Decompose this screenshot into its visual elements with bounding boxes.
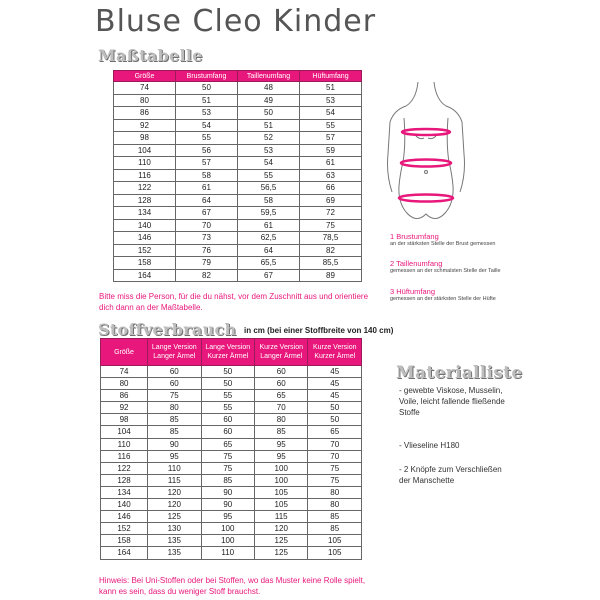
fabric-table-header: Lange Version Langer Ärmel (148, 339, 201, 366)
fabric-table-header: Größe (101, 339, 148, 366)
table-row (114, 232, 362, 245)
table-cell: 75 (300, 219, 362, 232)
table-cell: 146 (114, 232, 176, 245)
table-cell: 125 (255, 535, 308, 547)
table-cell: 55 (176, 132, 238, 145)
table-cell: 53 (176, 107, 238, 120)
table-cell: 115 (148, 474, 201, 486)
fabric-usage-table (100, 338, 362, 560)
table-cell: 50 (176, 82, 238, 95)
table-cell: 85 (308, 523, 362, 535)
table-cell: 80 (148, 402, 201, 414)
table-cell: 128 (114, 194, 176, 207)
table-cell: 58 (176, 169, 238, 182)
table-cell: 59,5 (238, 207, 300, 220)
table-cell: 86 (101, 390, 148, 402)
legend-waist-desc: gemessen an der schmalsten Stelle der Taille (390, 268, 501, 274)
table-cell: 105 (255, 499, 308, 511)
legend-waist-title: 2 Taillenumfang (390, 259, 443, 268)
fabric-table-header: Lange Version Kurzer Ärmel (201, 339, 254, 366)
table-cell: 60 (201, 414, 254, 426)
size-table-header-row (114, 71, 362, 82)
table-cell: 120 (148, 486, 201, 498)
table-cell: 80 (255, 414, 308, 426)
table-cell: 50 (201, 378, 254, 390)
table-cell: 105 (308, 547, 362, 559)
materials-heading: Materialliste (396, 363, 523, 383)
table-cell: 50 (238, 107, 300, 120)
page-title: Bluse Cleo Kinder (95, 4, 377, 39)
table-cell: 104 (101, 426, 148, 438)
table-cell: 50 (308, 402, 362, 414)
table-cell: 90 (201, 486, 254, 498)
material-item: - gewebte Viskose, Musselin, Voile, leicht fallende fließende Stoffe (399, 386, 505, 417)
table-row (101, 366, 362, 378)
table-cell: 89 (300, 269, 362, 282)
table-cell: 53 (238, 144, 300, 157)
table-cell: 48 (238, 82, 300, 95)
table-cell: 85 (308, 511, 362, 523)
table-cell: 92 (114, 119, 176, 132)
table-cell: 122 (114, 182, 176, 195)
table-cell: 80 (308, 486, 362, 498)
table-cell: 65,5 (238, 257, 300, 270)
table-cell: 79 (176, 257, 238, 270)
table-cell: 115 (255, 511, 308, 523)
table-cell: 116 (101, 450, 148, 462)
table-cell: 76 (176, 244, 238, 257)
table-cell: 74 (114, 82, 176, 95)
table-cell: 86 (114, 107, 176, 120)
table-row (114, 169, 362, 182)
table-row (101, 486, 362, 498)
table-cell: 95 (255, 450, 308, 462)
table-cell: 158 (101, 535, 148, 547)
table-cell: 60 (148, 378, 201, 390)
table-row (114, 144, 362, 157)
table-cell: 70 (255, 402, 308, 414)
table-cell: 49 (238, 94, 300, 107)
table-row (101, 390, 362, 402)
table-cell: 61 (238, 219, 300, 232)
table-cell: 64 (238, 244, 300, 257)
waist-line (401, 160, 451, 167)
bust-line (402, 129, 450, 135)
body-figure-svg (376, 74, 476, 234)
table-cell: 45 (308, 378, 362, 390)
table-cell: 75 (148, 390, 201, 402)
fabric-hint-note: Hinweis: Bei Uni-Stoffen oder bei Stoffen, wo das Muster keine Rolle spielt, kann es sein, dass du weniger Stoff brauchst. (99, 576, 366, 596)
table-row (114, 94, 362, 107)
table-cell: 80 (114, 94, 176, 107)
material-item: - 2 Knöpfe zum Verschließen der Manschette (399, 465, 502, 485)
table-cell: 85 (255, 426, 308, 438)
table-cell: 45 (308, 390, 362, 402)
fabric-usage-heading: Stoffverbrauch (98, 320, 237, 339)
table-cell: 85 (201, 474, 254, 486)
table-cell: 60 (255, 378, 308, 390)
table-cell: 134 (114, 207, 176, 220)
table-cell: 90 (148, 438, 201, 450)
table-row (101, 535, 362, 547)
table-cell: 128 (101, 474, 148, 486)
table-row (101, 450, 362, 462)
table-row (114, 82, 362, 95)
table-cell: 95 (148, 450, 201, 462)
table-cell: 59 (300, 144, 362, 157)
size-table-header: Hüftumfang (300, 71, 362, 82)
table-cell: 55 (300, 119, 362, 132)
size-table-heading: Maßtabelle (98, 46, 203, 65)
table-row (101, 511, 362, 523)
table-cell: 55 (201, 402, 254, 414)
table-cell: 55 (201, 390, 254, 402)
table-cell: 64 (176, 194, 238, 207)
size-table (113, 70, 362, 282)
table-cell: 75 (308, 474, 362, 486)
table-cell: 53 (300, 94, 362, 107)
table-cell: 158 (114, 257, 176, 270)
material-item: - Vlieseline H180 (399, 441, 460, 450)
size-table-header: Taillenumfang (238, 71, 300, 82)
table-cell: 62,5 (238, 232, 300, 245)
table-cell: 70 (308, 450, 362, 462)
table-cell: 60 (255, 366, 308, 378)
table-cell: 78,5 (300, 232, 362, 245)
fabric-usage-subheading: in cm (bei einer Stoffbreite von 140 cm) (244, 326, 394, 335)
table-cell: 110 (148, 462, 201, 474)
legend-hip-desc: gemessen an der stärksten Stelle der Hüfte (390, 296, 496, 302)
fabric-table-header-row (101, 339, 362, 366)
table-row (101, 402, 362, 414)
legend-waist (390, 259, 510, 275)
table-cell: 70 (176, 219, 238, 232)
table-cell: 164 (101, 547, 148, 559)
table-cell: 85,5 (300, 257, 362, 270)
table-cell: 57 (300, 132, 362, 145)
table-cell: 135 (148, 547, 201, 559)
measurement-note: Bitte miss die Person, für die du nähst, vor dem Zuschnitt aus und orientiere dich dann an der Maßtabelle. (99, 292, 369, 312)
table-cell: 125 (255, 547, 308, 559)
table-cell: 100 (255, 462, 308, 474)
hip-line (399, 195, 453, 202)
table-cell: 45 (308, 366, 362, 378)
table-cell: 51 (176, 94, 238, 107)
table-cell: 66 (300, 182, 362, 195)
body-figure-illustration (376, 74, 476, 234)
table-row (101, 547, 362, 559)
table-row (114, 107, 362, 120)
table-cell: 65 (201, 438, 254, 450)
table-cell: 82 (176, 269, 238, 282)
table-row (114, 244, 362, 257)
table-cell: 60 (201, 426, 254, 438)
table-cell: 50 (308, 414, 362, 426)
table-row (101, 462, 362, 474)
table-cell: 75 (201, 450, 254, 462)
table-cell: 80 (308, 499, 362, 511)
table-row (114, 219, 362, 232)
legend-hip (390, 287, 510, 303)
table-cell: 130 (148, 523, 201, 535)
table-cell: 69 (300, 194, 362, 207)
table-cell: 95 (255, 438, 308, 450)
size-table-header: Brustumfang (176, 71, 238, 82)
fabric-table-header: Kurze Version Kurzer Ärmel (308, 339, 362, 366)
table-row (114, 182, 362, 195)
table-cell: 98 (114, 132, 176, 145)
table-cell: 135 (148, 535, 201, 547)
table-row (114, 257, 362, 270)
table-cell: 50 (201, 366, 254, 378)
table-row (101, 378, 362, 390)
table-cell: 82 (300, 244, 362, 257)
legend-hip-title: 3 Hüftumfang (390, 287, 436, 296)
table-cell: 67 (238, 269, 300, 282)
table-cell: 75 (201, 462, 254, 474)
table-cell: 65 (255, 390, 308, 402)
table-cell: 110 (201, 547, 254, 559)
table-cell: 100 (201, 523, 254, 535)
table-cell: 56 (176, 144, 238, 157)
table-cell: 61 (300, 157, 362, 170)
table-cell: 52 (238, 132, 300, 145)
table-cell: 54 (300, 107, 362, 120)
table-cell: 56,5 (238, 182, 300, 195)
fabric-table-header: Kurze Version Langer Ärmel (255, 339, 308, 366)
table-row (114, 269, 362, 282)
table-cell: 120 (148, 499, 201, 511)
table-cell: 164 (114, 269, 176, 282)
table-cell: 58 (238, 194, 300, 207)
table-cell: 60 (148, 366, 201, 378)
table-cell: 54 (176, 119, 238, 132)
table-cell: 98 (101, 414, 148, 426)
table-row (114, 194, 362, 207)
legend-bust-title: 1 Brustumfang (390, 232, 439, 241)
table-row (101, 438, 362, 450)
table-cell: 57 (176, 157, 238, 170)
table-cell: 122 (101, 462, 148, 474)
table-cell: 110 (114, 157, 176, 170)
table-cell: 105 (308, 535, 362, 547)
table-cell: 140 (101, 499, 148, 511)
table-cell: 100 (255, 474, 308, 486)
table-cell: 90 (201, 499, 254, 511)
table-cell: 70 (308, 438, 362, 450)
table-row (114, 119, 362, 132)
table-cell: 80 (101, 378, 148, 390)
legend-bust-desc: an der stärksten Stelle der Brust gemessen (390, 241, 496, 247)
table-cell: 152 (114, 244, 176, 257)
table-cell: 65 (308, 426, 362, 438)
table-cell: 63 (300, 169, 362, 182)
table-row (114, 132, 362, 145)
legend-bust (390, 232, 510, 248)
table-cell: 85 (148, 414, 201, 426)
table-cell: 55 (238, 169, 300, 182)
table-row (101, 474, 362, 486)
table-row (101, 499, 362, 511)
table-cell: 95 (201, 511, 254, 523)
table-cell: 100 (201, 535, 254, 547)
size-table-header: Größe (114, 71, 176, 82)
table-cell: 152 (101, 523, 148, 535)
table-row (114, 157, 362, 170)
table-cell: 75 (308, 462, 362, 474)
table-cell: 54 (238, 157, 300, 170)
table-cell: 125 (148, 511, 201, 523)
table-row (101, 414, 362, 426)
table-cell: 110 (101, 438, 148, 450)
table-cell: 116 (114, 169, 176, 182)
table-cell: 85 (148, 426, 201, 438)
table-cell: 104 (114, 144, 176, 157)
table-cell: 73 (176, 232, 238, 245)
table-cell: 74 (101, 366, 148, 378)
table-cell: 67 (176, 207, 238, 220)
table-row (101, 426, 362, 438)
table-cell: 72 (300, 207, 362, 220)
table-row (101, 523, 362, 535)
table-cell: 61 (176, 182, 238, 195)
table-cell: 51 (300, 82, 362, 95)
table-row (114, 207, 362, 220)
table-cell: 51 (238, 119, 300, 132)
table-cell: 120 (255, 523, 308, 535)
table-cell: 146 (101, 511, 148, 523)
table-cell: 140 (114, 219, 176, 232)
table-cell: 92 (101, 402, 148, 414)
table-cell: 105 (255, 486, 308, 498)
table-cell: 134 (101, 486, 148, 498)
